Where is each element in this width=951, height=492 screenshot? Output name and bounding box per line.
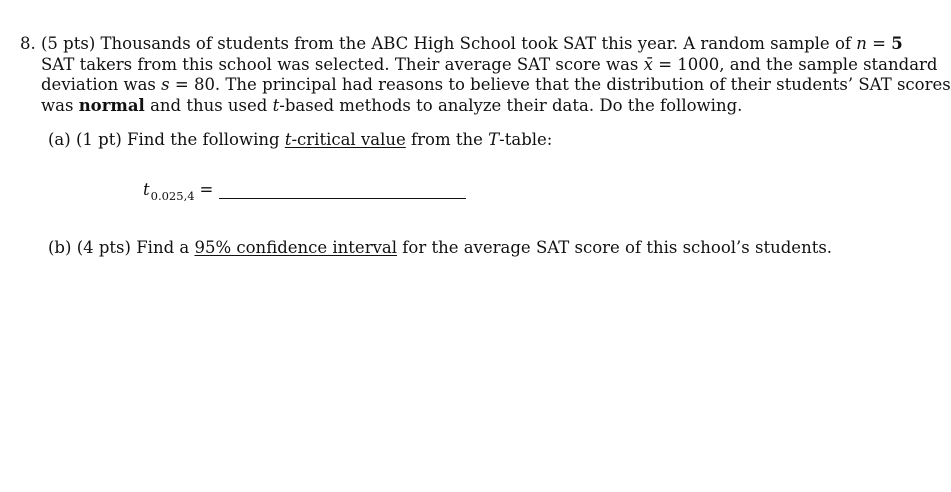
confidence-interval-term: 95% confidence interval <box>194 238 398 257</box>
s-variable: s <box>161 75 170 94</box>
normal-word: normal <box>78 95 145 115</box>
t-variable: t <box>272 95 280 115</box>
part-b-points: (4 pts) <box>76 238 131 257</box>
n-variable: n <box>856 34 867 53</box>
n-value: 5 <box>891 34 903 53</box>
problem-line3-text: deviation was <box>41 75 156 94</box>
t-critical-equals: = <box>199 180 214 199</box>
part-b-text-end: for the average SAT score of this school’s students. <box>402 238 833 257</box>
t-critical-symbol: t <box>143 180 150 199</box>
part-a-text-end: -table: <box>499 130 553 149</box>
part-a-label: (a) <box>48 130 71 149</box>
xbar-variable: x̄ <box>643 54 653 74</box>
s-equals-text: = 80. The principal had reasons to believe that the distribution of their students’ SAT scores <box>169 75 951 94</box>
t-critical-value-term <box>285 130 406 149</box>
part-b <box>48 238 832 258</box>
t-critical-t: t <box>284 130 292 149</box>
part-b-text-start: Find a <box>136 238 190 257</box>
problem-line4-end: -based methods to analyze their data. Do the following. <box>279 95 743 115</box>
part-b-label: (b) <box>48 238 72 257</box>
problem-line-1 <box>20 34 903 55</box>
problem-points: (5 pts) <box>41 34 96 53</box>
problem-line4-mid: and thus used <box>150 95 268 115</box>
problem-line2-text: SAT takers from this school was selected. Their average SAT score was <box>41 54 639 74</box>
problem-line-4 <box>20 96 870 117</box>
problem-intro-text: Thousands of students from the ABC High School took SAT this year. A random sample of <box>100 34 851 53</box>
part-a-points: (1 pt) <box>75 130 122 149</box>
t-critical-expression <box>143 180 466 203</box>
n-equals: = <box>866 34 892 53</box>
t-critical-rest: -critical value <box>291 130 406 149</box>
t-critical-subscript: 0.025,4 <box>150 189 195 203</box>
problem-8 <box>20 34 951 116</box>
problem-line4-start: was <box>41 95 74 115</box>
problem-line-3 <box>20 75 951 96</box>
part-a <box>48 130 552 150</box>
problem-number: 8. <box>20 34 36 53</box>
xbar-equals-text: = 1000, and the sample standard <box>652 54 938 74</box>
part-a-text-start: Find the following <box>127 130 280 149</box>
T-table-T: T <box>488 130 500 149</box>
problem-line-2 <box>20 54 938 76</box>
part-a-text-mid: from the <box>411 130 483 149</box>
answer-blank-line[interactable] <box>219 182 466 199</box>
